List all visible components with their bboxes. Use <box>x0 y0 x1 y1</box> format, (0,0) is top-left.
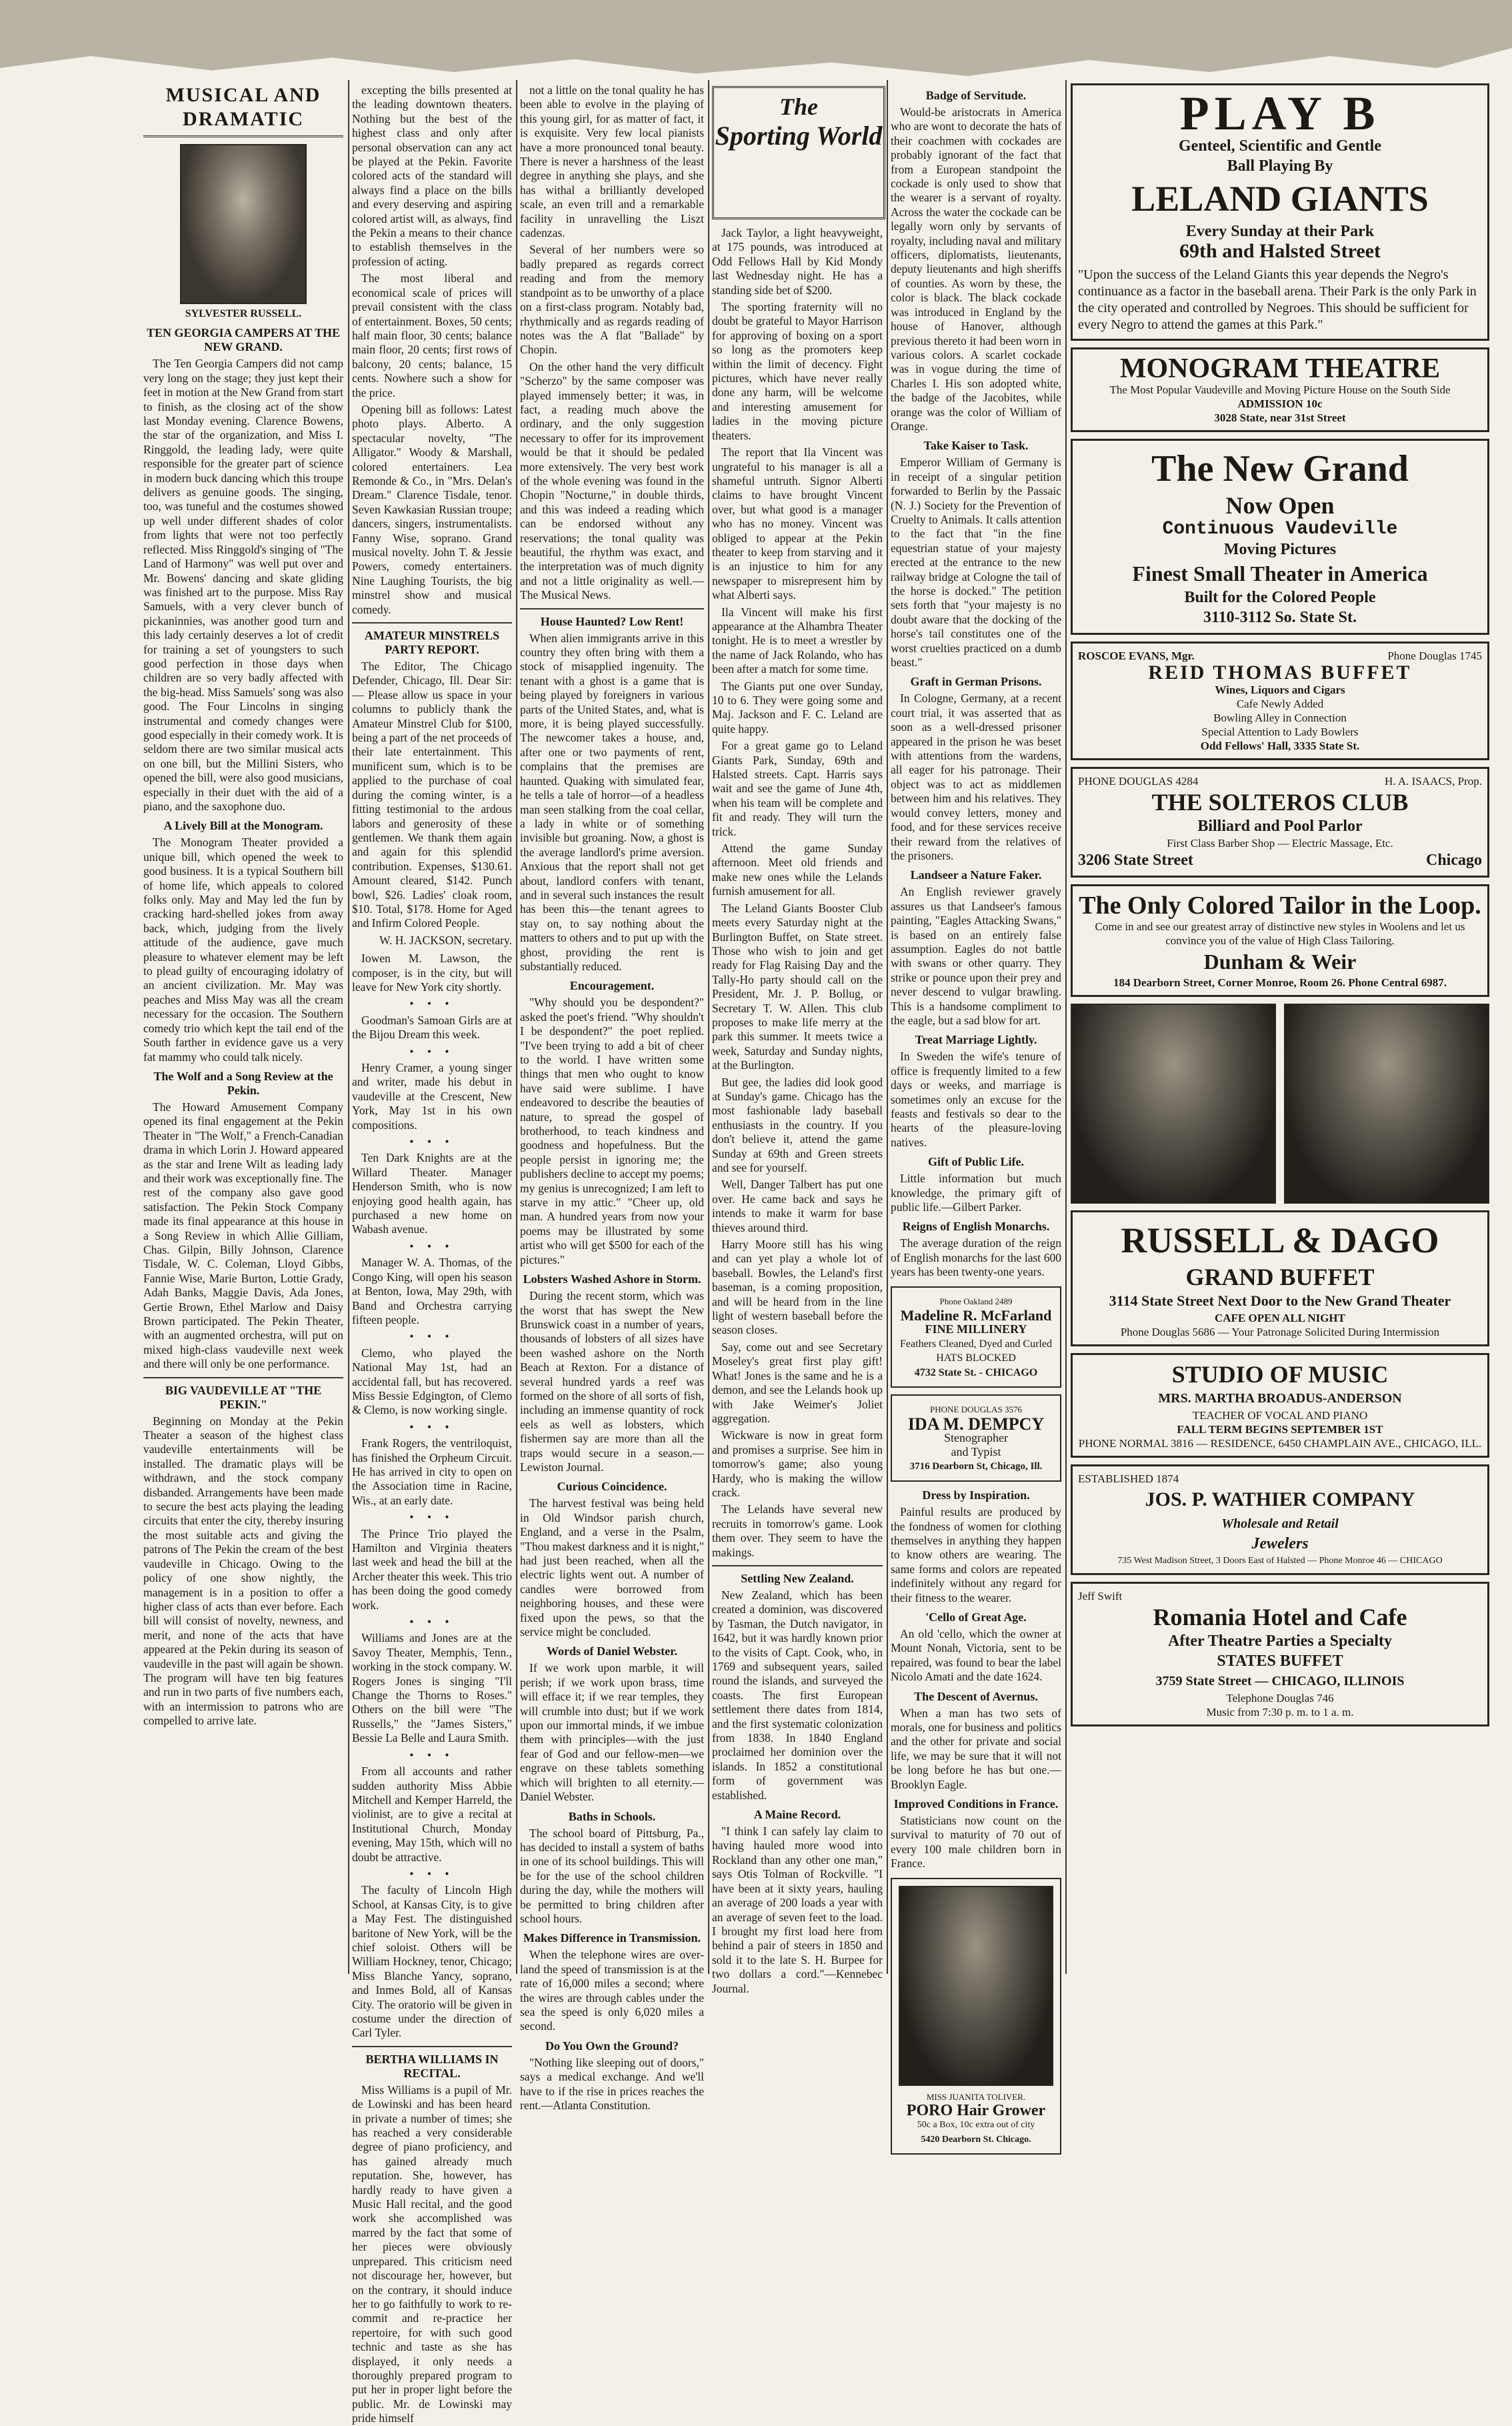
paragraph: The average duration of the reign of English monarchs for the last 600 years has been twenty-one years. <box>891 1236 1061 1279</box>
headline: A Maine Record. <box>753 1808 841 1822</box>
headline: Words of Daniel Webster. <box>546 1644 677 1658</box>
ad-line: 3028 State, near 31st Street <box>1214 411 1346 424</box>
paragraph: Would-be aristocrats in America who are wont to decorate the hats of their coachmen with cockades are probably ignorant of the fact that from a European standpoint the cockade is only used to show that the wearer is a servant of royalty. Across the water the cockade can be legally worn only by servants of royalty, including naval and military officers, diplomatists, lieutenants, deputy lieutenants and high sheriffs of counties. As worn by these, the color is black. The black cockade was introduced in England by the house of Hanover, although previous thereto it had been worn in various colors. A scarlet cockade was in vogue during the time of Charles I. His son adopted white, the badge of the Jacobites, while orange was the color of William of Orange. <box>891 105 1061 433</box>
paragraph: Well, Danger Talbert has put one over. He came back and says he intends to make it warm for base thieves around third. <box>712 1178 883 1234</box>
column-5 <box>891 83 1061 2145</box>
studio-of-music-ad <box>1071 1353 1489 1458</box>
paragraph: Opening bill as follows: Latest photo plays. Alberto. A spectacular novelty, "The Alligator." Woody & Marshall, colored entertainers. Lea Remonde & Co., in "Mrs. Delan's Dream." Clarence Tisdale, tenor. Seven Kawkasian Russian troupe; dancers, singers, instrumentalists. Fanny Wise, soprano. Grand musical novelty. John T. & Jessie Powers, comedy entertainers. Nine Laughing Tourists, the big minstrel show and musical comedy. <box>352 402 512 616</box>
separator: • • • <box>409 1867 455 1881</box>
ad-line: Ball Playing By <box>1227 157 1333 175</box>
ad-firm: Dunham & Weir <box>1203 950 1357 974</box>
paragraph: Ila Vincent will make his first appearance at the Alhambra Theater tonight. He is to meet a wrestler by the name of Jack Rolando, who has been after a match for some time. <box>712 605 883 676</box>
ad-manager: ROSCOE EVANS, Mgr. <box>1078 650 1195 662</box>
paragraph: "Why should you be despondent?" asked the poet's friend. "Why shouldn't I be despondent?" the poet replied. "I've been trying to add a bit of cheer to the world. I have written some things that men who ought to know have said were sublime. I have endeavored to describe the beauties of nature, to spread the gospel of brotherhood, to teach kindness and goodness and hopefulness. But the people persist in ignoring me; the publishers decline to accept my poems; my genius is unrecognized; I am left to starve in my attic." "Cheer up, old man. A hundred years from now your poems may be illustrated by some artist who will get $500 for each of the pictures." <box>520 996 704 1266</box>
paragraph: On the other hand the very difficult "Scherzo" by the same composer was played immensely better; it was, in fact, a reading much above the ordinary, and the only suggestion necessary to offer for its improvement would be that it should be pedaled more extensively. The very best work of the whole evening was found in the Chopin "Nocturne," in double thirds, and this was indeed a reading which can be endorsed without any reservations; the tonal quality was beautiful, the rhythm was exact, and the interpretation was of much dignity and not a little originality as well.—The Musical News. <box>520 359 704 602</box>
headline: Badge of Servitude. <box>925 89 1027 102</box>
reid-thomas-buffet-ad <box>1071 642 1489 760</box>
ad-line: Every Sunday at their Park <box>1185 223 1375 240</box>
separator: • • • <box>409 1748 455 1762</box>
ad-address: 735 West Madison Street, 3 Doors East of Halsted — Phone Monroe 46 — CHICAGO <box>1117 1556 1443 1566</box>
column-rule <box>887 80 888 1974</box>
ad-address: 3759 State Street — CHICAGO, ILLINOIS <box>1155 1674 1405 1688</box>
ad-line: 50c a Box, 10c extra out of city <box>917 2120 1035 2131</box>
separator: • • • <box>409 1135 455 1149</box>
paragraph: Frank Rogers, the ventriloquist, has finished the Orpheum Circuit. He has arrived in city to open on the Association time in Racine, Wis., at an early date. <box>352 1436 512 1507</box>
ad-line: Music from 7:30 p. m. to 1 a. m. <box>1206 1706 1354 1718</box>
paragraph: Goodman's Samoan Girls are at the Bijou Dream this week. <box>352 1013 512 1042</box>
ad-phone: Phone Douglas 1745 <box>1387 650 1482 662</box>
paragraph: The Giants put one over Sunday, 10 to 6. They were going some and Maj. Jackson and F. C. Leland are quite happy. <box>712 679 883 736</box>
ad-line: First Class Barber Shop — Electric Massage, Etc. <box>1167 837 1393 850</box>
millinery-ad <box>891 1286 1061 1388</box>
ad-line: Genteel, Scientific and Gentle <box>1179 137 1381 155</box>
headline: Improved Conditions in France. <box>893 1797 1059 1811</box>
portrait-caption: SYLVESTER RUSSELL. <box>185 308 302 319</box>
separator: • • • <box>409 1044 455 1058</box>
headline: Landseer a Nature Faker. <box>910 868 1042 882</box>
new-grand-ad <box>1071 439 1489 635</box>
logo-text-bottom: Sporting World <box>715 121 883 151</box>
headline: BIG VAUDEVILLE AT "THE PEKIN." <box>165 1383 322 1411</box>
russell-dago-ad <box>1071 1210 1489 1346</box>
ad-phone: Phone Oakland 2489 <box>939 1296 1013 1306</box>
sporting-world-logo <box>712 86 885 219</box>
portrait-photo <box>1071 1004 1276 1204</box>
headline: A Lively Bill at the Monogram. <box>163 819 323 833</box>
ad-line: 69th and Halsted Street <box>1179 240 1381 262</box>
ad-address: 5420 Dearborn St. Chicago. <box>921 2134 1031 2145</box>
paragraph: Beginning on Monday at the Pekin Theater a season of the highest class vaudeville entertainments will be installed. The dramatic plays will be withdrawn, and the stock company disbanded. Arrangements have been made to secure the best acts playing the leading circuits that enter the city, thereby insuring the most suitable acts and giving the patrons of The Pekin the cream of the best vaudeville in Chicago. Owing to the policy of one show nightly, the management is in a position to offer a higher class of acts than ever before. Each bill will consist of novelty, newness, and merit, and none of the acts that have appeared at the Pekin during its season of vaudeville in the past will again be shown. The program will have ten big features and run in two parts of five numbers each, with an intermission to patrons who are compelled to arrive late. <box>143 1414 343 1728</box>
headline: BERTHA WILLIAMS IN RECITAL. <box>365 2052 499 2080</box>
ad-line: Feathers Cleaned, Dyed and Curled <box>900 1338 1052 1350</box>
paragraph: "Nothing like sleeping out of doors," says a medical exchange. And we'll have to if the rise in prices reaches the rent.—Atlanta Constitution. <box>520 2055 704 2112</box>
paragraph: Manager W. A. Thomas, of the Congo King, will open his season at Benton, Iowa, May 29th, with Band and Orchestra carrying fifteen people. <box>352 1256 512 1326</box>
headline: AMATEUR MINSTRELS PARTY REPORT. <box>364 629 500 657</box>
ad-line: The Most Popular Vaudeville and Moving Picture House on the South Side <box>1109 383 1451 396</box>
ad-name: IDA M. DEMPCY <box>907 1414 1045 1434</box>
signature: W. H. JACKSON, secretary. <box>379 933 512 947</box>
divider <box>352 2046 512 2047</box>
paragraph: If we work upon marble, it will perish; if we work upon brass, time will efface it; if we rear temples, they will crumble into dust; but if we work upon our immortal minds, if we imbue them with principles—with the just fear of God and our fellow-men—we engrave on these tablets something which will brighten to all eternity.—Daniel Webster. <box>520 1661 704 1804</box>
ad-line: Phone Douglas 5686 — Your Patronage Solicited During Intermission <box>1120 1326 1440 1338</box>
paragraph: Jack Taylor, a light heavyweight, at 175 pounds, was introduced at Odd Fellows Hall by Kid Mondy last Wednesday night. He has a standing side bet of $200. <box>712 226 883 297</box>
ad-name: MONOGRAM THEATRE <box>1119 353 1441 384</box>
ad-line: TEACHER OF VOCAL AND PIANO <box>1192 1409 1368 1422</box>
headline: Take Kaiser to Task. <box>923 439 1029 453</box>
paragraph: The sporting fraternity will no doubt be grateful to Mayor Harrison for approving of boxing on a sport so long as the promoters keep within the limit of decency. Fight pictures, which have never really done any harm, will be welcome and interesting amusement for ladies in the moving picture theaters. <box>712 300 883 442</box>
paragraph: The Editor, The Chicago Defender, Chicago, Ill. Dear Sir:— Please allow us space in your columns to publicly thank the Amateur Minstrel Club for $100, being a part of the net proceeds of their late entertainment. This munificent sum, which is to be applied to the purchase of coal during the coming winter, is a fitting testimonial to the ardous labors and generosity of these gentlemen. We thank them again and again for this splendid contribution. Expenses, $130.61. Amount cleared, $142. Punch bowl, $26. Ladies' cloak room, $10. Total, $178. Home for Aged and Infirm Colored People. <box>352 660 512 930</box>
paragraph: The report that Ila Vincent was ungrateful to his manager is all a shameful untruth. Signor Alberti claims to have brought Vincent over, but what good is a manager who has no money. Vincent was obliged to appear at the Pekin theater to keep from starving and it is an injustice to him for any newspaper to misrepresent him by what Alberti says. <box>712 445 883 602</box>
divider <box>143 1377 343 1378</box>
stenographer-ad <box>891 1394 1061 1482</box>
paragraph: Attend the game Sunday afternoon. Meet old friends and make new ones while the Lelands furnish amusement for all. <box>712 842 883 898</box>
paragraph: The Monogram Theater provided a unique bill, which opened the week to good business. It is a typical Southern bill of home life, which appeals to colored folks only. May and May led the fun by cracking hard-shelled jokes from away back, which, judging from the lively attitude of the audience, gave much pleasure to whatever element may be left to plead guilty of encouraging idolatry of an ancient civilization. Mr. May was peaches and Miss May was all the cream necessary for the occasion. The Southern comedy trio which kept the tail end of the South farther in evidence gave us a very fat mammy who could talk nicely. <box>143 836 343 1064</box>
paragraph: Harry Moore still has his wing and can yet play a whole lot of baseball. Bowles, the Leland's first baseman, is a coming proposition, and will be heard from in the line light of western baseball before the season closes. <box>712 1238 883 1337</box>
ad-line: and Typist <box>951 1445 1001 1459</box>
headline: Graft in German Prisons. <box>910 675 1042 689</box>
ad-line: Jewelers <box>1251 1535 1309 1552</box>
paragraph: Wickware is now in great form and promises a surprise. See him in tomorrow's game; also young Hardy, who is making the willow crack. <box>712 1428 883 1499</box>
ad-line: PHONE NORMAL 3816 — RESIDENCE, 6450 CHAMPLAIN AVE., CHICAGO, ILL. <box>1078 1437 1482 1450</box>
ad-headline: PLAY B <box>1179 87 1381 140</box>
jeweler-ad <box>1071 1464 1489 1575</box>
ad-name: PORO Hair Grower <box>906 2102 1046 2120</box>
paragraph: In Cologne, Germany, at a recent court trial, it was asserted that as soon as a well-dressed prisoner appeared in the prison he was beset with attentions from the wardens, all eager for his patronage. Their object was to act as middlemen between him and his relatives. They would convey letters, money and food, and for these services receive their reward from the relatives of the prisoners. <box>891 692 1061 862</box>
ad-city: Chicago <box>1426 852 1482 869</box>
paragraph: The Howard Amusement Company opened its final engagement at the Pekin Theater in "The Wolf," a French-Canadian drama in which Lorin J. Howard appeared as the star and Irene Wilt as leading lady and their work was exceptionally fine. The rest of the company also gave good satisfaction. The Pekin Stock Company made its final appearance at this house in a Song Review in which Allie Gilliam, Chas. Gilpin, Billy Johnson, Clarence Tisdale, W. C. Coleman, Lloyd Gibbs, Fannie Wise, Marie Burton, Lottie Grady, Adah Banks, Maggie Davis, Ada Jones, Gertie Brown, Ethel Marlow and Daisy Brown participated. The Pekin Theater, with an augmented orchestra, will put on mixed high-class vaudeville next week and there will only be one performance. <box>143 1100 343 1371</box>
portrait-photo <box>899 1886 1053 2086</box>
section-masthead: MUSICAL AND DRAMATIC <box>143 83 343 137</box>
portrait-photo <box>1284 1004 1489 1204</box>
ad-name: JOS. P. WATHIER COMPANY <box>1145 1488 1415 1510</box>
ad-line: Built for the Colored People <box>1184 589 1376 606</box>
paragraph: "I think I can safely lay claim to having hauled more wood into Rockland than any other one man," says Otis Tolman of Rockville. "I have been at it sixty years, hauling an average of 200 loads a year with an average of seven feet to the load. I brought my first load here from behind a pair of steers in 1850 and sold it to the late S. H. Burpee for two dollars a cord."—Kennebec Journal. <box>712 1825 883 1995</box>
paragraph: The school board of Pittsburg, Pa., has decided to install a system of baths in one of its school buildings. This will be for the use of the school children during the day, while the mothers will be permitted to bring children after school hours. <box>520 1826 704 1925</box>
headline: The Wolf and a Song Review at the Pekin. <box>153 1069 333 1097</box>
ad-address: 3206 State Street <box>1078 852 1193 869</box>
headline: Do You Own the Ground? <box>545 2039 679 2053</box>
paragraph: excepting the bills presented at the leading downtown theaters. Nothing but the best of the highest class and only after personal observation can any act be played at the Pekin. Favorite colored acts of the standard will always find a place on the bills and every deserving and aspiring colored artist will, as always, find the Pekin a means to their chance to establish themselves in the profession of acting. <box>352 83 512 268</box>
column-advertisements <box>1071 83 1489 1971</box>
paragraph: Miss Williams is a pupil of Mr. de Lowinski and has been heard in private a number of times; she has reached a very considerable degree of piano proficiency, and has gained already much reputation. She, however, has hardly ready to have given a Music Hall recital, and the good work she accomplished was marred by the fact that some of her pieces were obviously unprepared. This criticism need not discourage her, however, but on the contrary, it should induce her to go faithfully to work to re-commit and re-practice her repertoire, for with such good technic and taste as she has displayed, it only needs a thoroughly prepared program to put her in proper light before the public. Mr. de Lowinski may pride himself <box>352 2083 512 2425</box>
column-2 <box>352 83 512 2425</box>
romania-hotel-ad <box>1071 1582 1489 1726</box>
ad-name: The Only Colored Tailor in the Loop. <box>1079 892 1481 920</box>
ad-name: The New Grand <box>1151 448 1409 489</box>
ad-name: STUDIO OF MUSIC <box>1171 1361 1389 1388</box>
ad-line: Come in and see our greatest array of distinctive new styles in Woolens and let us convince you of the value of High Class Tailoring. <box>1095 920 1465 947</box>
ad-proprietor: H. A. ISAACS, Prop. <box>1385 775 1482 788</box>
ad-line: MRS. MARTHA BROADUS-ANDERSON <box>1158 1391 1402 1406</box>
paragraph: The Lelands have several new recruits in tomorrow's game. Look them over. They seem to have the makings. <box>712 1502 883 1559</box>
divider <box>352 622 512 624</box>
monogram-theatre-ad <box>1071 347 1489 432</box>
separator: • • • <box>409 997 455 1011</box>
paragraph: Williams and Jones are at the Savoy Theater, Memphis, Tenn., working in the stock company. W. Rogers Jones is singing "I'll Change the Thorns to Roses." Others on the bill were "The Russells," the "James Sisters," Bessie La Belle and Laura Smith. <box>352 1631 512 1745</box>
paragraph: The Prince Trio played the Hamilton and Virginia theaters last week and head the bill at the Archer theater this week. This trio has been doing the good comedy work. <box>352 1526 512 1612</box>
column-rule <box>516 80 517 1974</box>
ad-phone: PHONE DOUGLAS 3576 <box>930 1404 1022 1415</box>
ad-name: Romania Hotel and Cafe <box>1153 1604 1407 1630</box>
ad-name: LELAND GIANTS <box>1131 179 1429 219</box>
ad-address: 184 Dearborn Street, Corner Monroe, Room 26. Phone Central 6987. <box>1113 976 1447 989</box>
portrait-photo <box>180 144 307 304</box>
paragraph: The faculty of Lincoln High School, at Kansas City, is to give a May Fest. The distinguished baritone of New York, will be the chief soloist. Others will be William Hockney, tenor, Chicago; Miss Blanche Yancy, soprano, and Inmes Bold, all of Kansas City. The oratorio will be given in costume under the direction of Carl Tyler. <box>352 1883 512 2040</box>
paragraph: not a little on the tonal quality he has been able to evolve in the playing of this young girl, for as matter of fact, it is exquisite. Very few local pianists have a more pronounced tonal beauty. There is never a harshness of the least degree in anything she plays, and she has withal a brilliantly developed scale, an even trill and a remarkable facility in unravelling the Liszt cadenzas. <box>520 83 704 240</box>
ad-line: Finest Small Theater in America <box>1132 561 1428 585</box>
paragraph: Henry Cramer, a young singer and writer, made his debut in vaudeville at the Crescent, New York, May 1st in his own compositions. <box>352 1061 512 1132</box>
paragraph: From all accounts and rather sudden authority Miss Abbie Mitchell and Kemper Harreld, the violinist, are to give a recital at Institutional Church, Monday evening, May 15th, which will no doubt be attractive. <box>352 1764 512 1864</box>
ad-address: Odd Fellows' Hall, 3335 State St. <box>1200 740 1360 752</box>
column-rule <box>1065 80 1067 1974</box>
ad-line: Cafe Newly Added <box>1236 698 1324 710</box>
paragraph: An old 'cello, which the owner at Mount Nonah, Victoria, sent to be repaired, was found to bear the label Nicolo Amati and the date 1624. <box>891 1626 1061 1684</box>
logo-text-top: The <box>779 93 818 120</box>
paragraph: For a great game go to Leland Giants Park, Sunday, 69th and Halsted streets. Capt. Harris says wait and see the game of June 4th, when his team will be complete and fit and ready. They will turn the trick. <box>712 739 883 838</box>
ad-line: Stenographer <box>944 1430 1008 1444</box>
headline: Reigns of English Monarchs. <box>902 1220 1050 1234</box>
paragraph: When the telephone wires are over-land the speed of transmission is at the rate of 16,000 miles a second; where the wires are through cables under the sea the speed is only 6,020 miles a second. <box>520 1948 704 2033</box>
ad-line: Telephone Douglas 746 <box>1226 1692 1334 1704</box>
headline: Baths in Schools. <box>568 1809 656 1823</box>
separator: • • • <box>409 1239 455 1253</box>
headline: Encouragement. <box>569 979 655 993</box>
paragraph: Several of her numbers were so badly prepared as regards correct reading and from the memory standpoint as to be unworthy of a place on a first-class program. Notably bad, rhythmically and as regards reading of notes was the A flat "Ballade" by Chopin. <box>520 243 704 357</box>
ad-name: REID THOMAS BUFFET <box>1148 662 1412 684</box>
headline: Dress by Inspiration. <box>922 1488 1030 1502</box>
ad-name: RUSSELL & DAGO <box>1121 1220 1439 1260</box>
ad-line: Moving Pictures <box>1223 541 1337 558</box>
paragraph: When alien immigrants arrive in this country they often bring with them a stock of misapplied ingenuity. The tenant with a ghost is a game that is being played by foreigners in various parts of the United States, and, what is more, it is being played successfully. The newcomer takes a house, and, after one or two payments of rent, complains that the premises are haunted. Quaking with simulated fear, he tells a tale of horror—of a headless man seen stalking from the coal cellar, a lady in white or of something invisible but groaning. Now, a ghost is the average landlord's prime aversion. Anxious that the report shall not get about, landlord confers with tenant, and in several such instances the result has been this—the tenant agrees to stay on, to say nothing about the matters to others and to put up with the ghost, providing the rent is substantially reduced. <box>520 631 704 973</box>
ad-line: GRAND BUFFET <box>1185 1264 1375 1290</box>
headline: Treat Marriage Lightly. <box>915 1033 1037 1047</box>
ad-line: Now Open <box>1225 492 1335 519</box>
paragraph: Little information but much knowledge, the primary gift of public life.—Gilbert Parker. <box>891 1172 1061 1214</box>
ad-line: 3110-3112 So. State St. <box>1203 609 1357 626</box>
ad-line: After Theatre Parties a Specialty <box>1168 1632 1392 1650</box>
headline: Curious Coincidence. <box>557 1480 667 1494</box>
ad-name: THE SOLTEROS CLUB <box>1151 789 1409 816</box>
paragraph: Painful results are produced by the fondness of women for clothing themselves in anything they happen to know others are wearing. The same forms and colors are repeated indefinitely without any regard for their fitness to the wearer. <box>891 1505 1061 1604</box>
ad-line: Jeff Swift <box>1078 1590 1123 1602</box>
divider <box>520 608 704 610</box>
headline: TEN GEORGIA CAMPERS AT THE NEW GRAND. <box>146 326 341 354</box>
paragraph: But gee, the ladies did look good at Sunday's game. Chicago has the most fashionable lady baseball enthusiasts in the country. If you don't believe it, attend the game Sunday at 69th and Green streets and see for yourself. <box>712 1075 883 1174</box>
ad-line: HATS BLOCKED <box>936 1352 1016 1364</box>
ad-line: ADMISSION 10c <box>1237 397 1323 410</box>
ad-line: Wholesale and Retail <box>1221 1516 1339 1531</box>
column-rule <box>708 80 709 1974</box>
separator: • • • <box>409 1510 455 1524</box>
divider <box>712 1565 883 1566</box>
photo-row <box>1071 1004 1489 1204</box>
paragraph: During the recent storm, which was the worst that has swept the New Brunswick coast in a number of years, thousands of lobsters of all sizes have been washed ashore on the North Beach at Rexton. For a distance of several hundred yards a reef was formed on the shore of all sorts of fish, including an immense quantity of rock eels as well as lobsters, which fishermen say are more than all the traps would secure in a season.—Lewiston Journal. <box>520 1289 704 1474</box>
column-musical-dramatic <box>143 83 343 1971</box>
headline: Lobsters Washed Ashore in Storm. <box>523 1272 701 1286</box>
separator: • • • <box>409 1420 455 1434</box>
paragraph: Emperor William of Germany is in receipt of a singular petition forwarded to Berlin by the Passaic (N. J.) Society for the Prevention of Cruelty to Animals. It calls attention to the fact that "in the fine equestrian statue of your majesty erected at the entrance to the new railway bridge at Cologne the tail of the horse is docked." The petition sets forth that "your majesty is no doubt aware that the docking of the horse's tail constitutes one of the worst cruelties practiced on a dumb beast." <box>891 455 1061 670</box>
headline: House Haunted? Low Rent! <box>540 614 684 628</box>
paragraph: In Sweden the wife's tenure of office is frequently limited to a few days or weeks, and marriage is sometimes only an excuse for the feasts and festivals so dear to the hearts of the pleasure-loving natives. <box>891 1050 1061 1149</box>
separator: • • • <box>409 1615 455 1629</box>
ad-line: Continuous Vaudeville <box>1162 519 1398 539</box>
paragraph: Iowen M. Lawson, the composer, is in the city, but will leave for New York city shortly. <box>352 952 512 994</box>
tailor-ad <box>1071 884 1489 997</box>
poro-hair-ad <box>891 1878 1061 2155</box>
ad-line: 3114 State Street Next Door to the New Grand Theater <box>1109 1292 1451 1309</box>
headline: Makes Difference in Transmission. <box>523 1931 701 1945</box>
paragraph: An English reviewer gravely assures us that Landseer's famous painting, "Eagles Attacking Swans," is based on an entirely false assumption. Eagles do not battle with swans or other quarry. They strike or pounce upon their prey and never descend to vulgar brawling. This is a handsome compliment to the eagle, but a sad blow for art. <box>891 885 1061 1027</box>
ad-quote: "Upon the success of the Leland Giants this year depends the Negro's continuance as a factor in the baseball arena. Their Park is the only Park in the city operated and controlled by Negroes. This should be sufficient for every Negro to attend the games at this Park." <box>1078 267 1477 332</box>
solteros-club-ad <box>1071 767 1489 878</box>
paragraph: Ten Dark Knights are at the Willard Theater. Manager Henderson Smith, who is now enjoying good health again, has purchased a new home on Wabash avenue. <box>352 1151 512 1236</box>
paragraph: The Leland Giants Booster Club meets every Saturday night at the Burlington Buffet, on State street. Those who wish to join and get ready for Flag Raising Day and the Tally-Ho party should call on the President, Mr. J. P. Bollug, or Secretary T. W. Allen. This club proposes to make life merry at the park this summer. It meets twice a week, Saturday and Sunday nights, at the Burlington. <box>712 901 883 1072</box>
ad-phone: PHONE DOUGLAS 4284 <box>1078 775 1199 788</box>
ad-line: Billiard and Pool Parlor <box>1197 818 1363 835</box>
ad-caption: MISS JUANITA TOLIVER. <box>926 2091 1026 2102</box>
leland-giants-ad <box>1071 83 1489 341</box>
headline: Gift of Public Life. <box>928 1155 1024 1169</box>
paragraph: The most liberal and economical scale of prices will prevail consistent with the class of entertainment. Boxes, 50 cents; half main floor, 30 cents; balance main floor, 20 cents; first rows of balcony, 20 cents; balance, 15 cents. Nowhere such a show for the price. <box>352 271 512 399</box>
separator: • • • <box>409 1330 455 1344</box>
paragraph: Statisticians now count on the survival to maturity of 70 out of every 100 male children born in France. <box>891 1814 1061 1871</box>
headline: 'Cello of Great Age. <box>925 1610 1027 1624</box>
ad-address: 4732 State St. - CHICAGO <box>914 1366 1038 1378</box>
paragraph: When a man has two sets of morals, one for business and politics and the other for private and social life, we may be sure that it will not be long before he has but one.—Brooklyn Eagle. <box>891 1706 1061 1791</box>
paragraph: Clemo, who played the National May 1st, had an accidental fall, but has recovered. Miss Bessie Edgington, of Clemo & Clemo, is now working single. <box>352 1346 512 1417</box>
column-sporting-world <box>712 83 883 1995</box>
ad-line: CAFE OPEN ALL NIGHT <box>1214 1312 1345 1324</box>
ad-address: 3716 Dearborn St, Chicago, Ill. <box>909 1460 1043 1472</box>
ad-line: STATES BUFFET <box>1217 1652 1343 1670</box>
torn-page-edge <box>0 0 1512 80</box>
paragraph: New Zealand, which has been created a dominion, was discovered by Tasman, the Dutch navigator, in 1642, but it was hardly known prior to the visits of Capt. Cook, who, in 1769 and subsequent years, sailed round the islands, and surveyed the coasts. The first European settlement there dates from 1814, and the first systematic colonization from 1838. In 1840 England proclaimed her dominion over the islands. In 1852 a constitutional form of government was established. <box>712 1588 883 1802</box>
ad-line: Special Attention to Lady Bowlers <box>1201 726 1359 738</box>
headline: Settling New Zealand. <box>741 1571 854 1585</box>
ad-line: FALL TERM BEGINS SEPTEMBER 1ST <box>1177 1423 1383 1436</box>
ad-line: Wines, Liquors and Cigars <box>1215 684 1345 696</box>
ad-name: Madeline R. McFarland <box>900 1307 1052 1324</box>
paragraph: The harvest festival was being held in Old Windsor parish church, England, and a verse in the Psalm, "Thou makest darkness and it is night," had just been reached, when all the electric lights went out. A number of candles were borrowed from neighboring houses, and these were fixed upon the pews, so that the service might be concluded. <box>520 1496 704 1639</box>
paragraph: The Ten Georgia Campers did not camp very long on the stage; they just kept their feet in motion at the New Grand from start to finish, as the closing act of the show last Monday evening. Clarence Bowens, the star of the organization, and Miss I. Ringgold, the leading lady, were quite responsible for the greater part of science in modern buck dancing which this troupe delivers as genuine goods. The singing, too, was tuneful and the costumes showed up well under different shades of color from lights that were not too perfectly reflected. Miss Ringgold's singing of "The Land of Harmony" was well put over and Mr. Bowens' dancing and skate gliding was finished art to the purpose. Miss Ray Samuels, with a very clever bunch of pickaninnies, was another good turn and this lady certainly deserves a lot of credit for training a set of youngsters to such good perfection in those days when children are so very badly affected with the big-head. Miss Samuels' song was also good. The Four Lincolns in singing instrumental and comedy changes were good especially in their comedy work. It is seldom there are two similar musical acts on one bill, but the Millini Sisters, who opened the bill, were also good musicians, especially in their duet with the aid of a piano, and the saxophone duo. <box>143 357 343 813</box>
headline: The Descent of Avernus. <box>914 1689 1038 1703</box>
ad-established: ESTABLISHED 1874 <box>1078 1472 1179 1485</box>
column-3 <box>520 83 704 2112</box>
ad-line: Bowling Alley in Connection <box>1213 712 1347 724</box>
ad-line: FINE MILLINERY <box>925 1322 1027 1336</box>
paragraph: Say, come out and see Secretary Moseley's great first play gift! What! Jones is the same and he is a demon, and see the Lelands hook up with Jake Weimer's Joliet aggregation. <box>712 1340 883 1425</box>
column-rule <box>348 80 349 1974</box>
